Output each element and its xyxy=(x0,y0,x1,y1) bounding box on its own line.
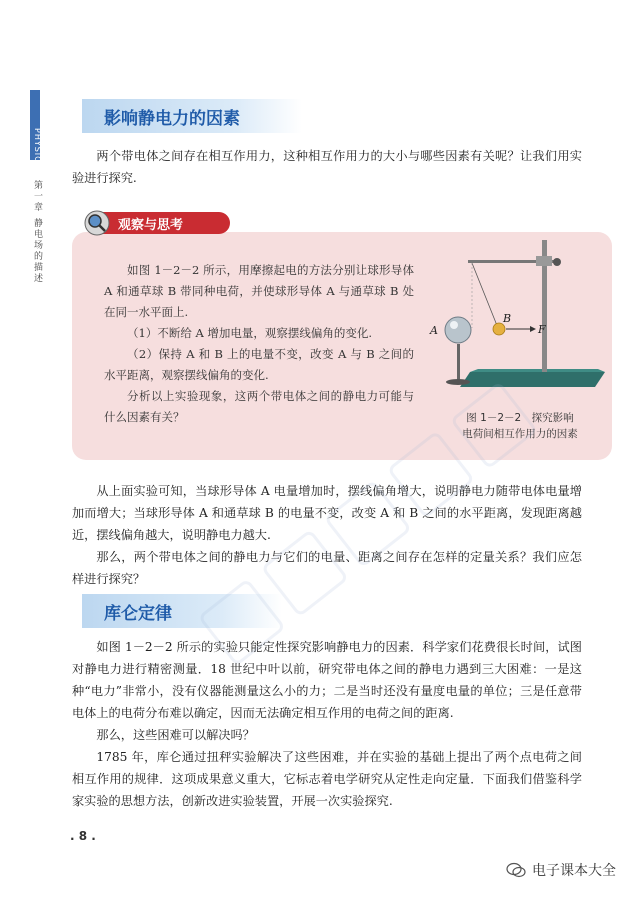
observe-p2: （1）不断给 A 增加电量，观察摆线偏角的变化. xyxy=(127,326,373,340)
section-intro: 两个带电体之间存在相互作用力，这种相互作用力的大小与哪些因素有关呢？让我们用实验进行探究. xyxy=(72,149,582,185)
page-number: . 8 . xyxy=(70,829,96,843)
figure-caption xyxy=(434,410,606,442)
observe-p4: 分析以上实验现象，这两个带电体之间的静电力可能与什么因素有关？ xyxy=(104,389,414,424)
section1-body-p2: 那么，两个带电体之间的静电力与它们的电量、距离之间存在怎样的定量关系？我们应怎样进行探究？ xyxy=(72,550,582,586)
observe-tab xyxy=(82,210,232,236)
experiment-apparatus-figure xyxy=(420,232,610,402)
observe-tab-label: 观察与思考 xyxy=(118,217,184,233)
section2-p3: 1785 年，库仑通过扭秤实验解决了这些困难，并在实验的基础上提出了两个点电荷之间相互作用的规律．这项成果意义重大，它标志着电学研究从定性走向定量．下面我们借鉴科学家实验的思想方法，创新改进实验装置，开展一次实验探究. xyxy=(72,750,582,808)
label-b: B xyxy=(503,312,512,325)
figure-caption-line2: 电荷间相互作用力的因素 xyxy=(462,428,578,440)
magnifier-icon xyxy=(82,208,112,238)
section1-body-p1: 从上面实验可知，当球形导体 A 电量增加时，摆线偏角增大，说明静电力随带电体电量增加而增大；当球形导体 A 和通草球 B 的电量不变，改变 A 和 B 之间的水平距离，发现距离越近，摆线偏角越大，说明静电力越大. xyxy=(72,484,582,542)
section-heading-coulomb: 库仑定律 xyxy=(82,594,282,628)
observe-p1: 如图 1－2－2 所示，用摩擦起电的方法分别让球形导体 A 和通草球 B 带同种电荷，并使球形导体 A 与通草球 B 处在同一水平面上. xyxy=(104,263,414,319)
figure-caption-line1: 图 1－2－2 探究影响 xyxy=(466,412,574,424)
chat-bubble-icon xyxy=(506,862,526,878)
label-a: A xyxy=(430,324,438,337)
pendulum-thread xyxy=(472,263,498,328)
observe-p3: （2）保持 A 和 B 上的电量不变，改变 A 与 B 之间的水平距离，观察摆线偏角的变化. xyxy=(104,347,414,382)
label-f: F xyxy=(538,323,546,336)
section-heading-factors: 影响静电力的因素 xyxy=(82,99,302,133)
subject-label: PHYSICS xyxy=(33,128,42,169)
chapter-label: 第一章 静电场的描述 xyxy=(32,180,42,284)
section2-p1: 如图 1－2－2 所示的实验只能定性探究影响静电力的因素．科学家们花费很长时间，试图对静电力进行精密测量．18 世纪中叶以前，研究带电体之间的静电力遇到三大困难：一是这种“电力”非常小，没有仪器能测量这么小的力；二是当时还没有量度电量的单位；三是任意带电体上的电荷分布难以确定，因而无法确定相互作用的电荷之间的距离. xyxy=(72,640,582,720)
section2-p2: 那么，这些困难可以解决吗？ xyxy=(96,728,255,742)
sphere-a xyxy=(445,317,471,343)
observe-text xyxy=(104,260,414,428)
brand-watermark xyxy=(506,860,616,880)
apparatus-base xyxy=(460,372,605,387)
brand-label: 电子课本大全 xyxy=(532,863,616,879)
